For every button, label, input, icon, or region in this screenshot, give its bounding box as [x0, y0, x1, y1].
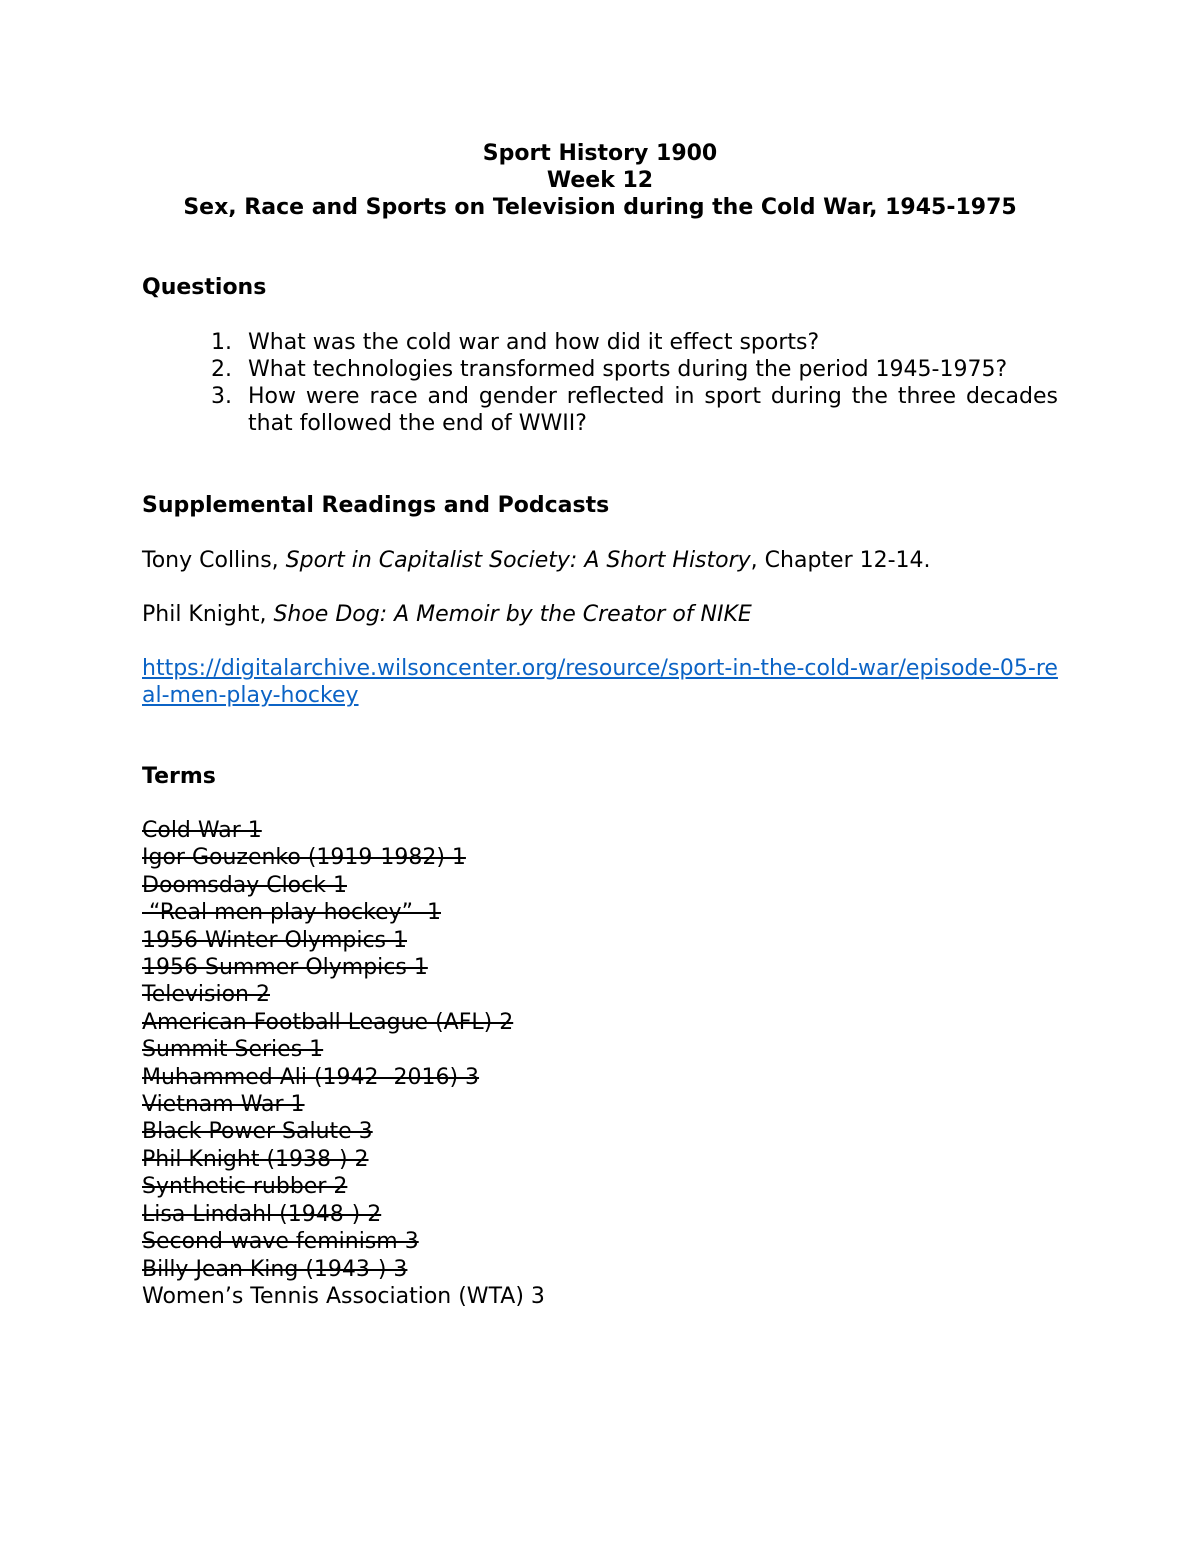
term-item: 1956 Winter Olympics 1 — [142, 927, 408, 953]
podcast-link[interactable]: https://digitalarchive.wilsoncenter.org/resource/sport-in-the-cold-war/episode-05-real-men-play-hockey — [142, 656, 1058, 708]
title-block — [142, 140, 1058, 221]
week-label: Week 12 — [546, 168, 654, 193]
term-item: 1956 Summer Olympics 1 — [142, 955, 428, 981]
question-number: 1. — [211, 330, 232, 355]
reading-title: Shoe Dog: A Memoir by the Creator of NIKE — [273, 602, 752, 627]
reading-author: Phil Knight, — [142, 602, 274, 627]
terms-list — [142, 817, 1058, 1310]
term-item: Women’s Tennis Association (WTA) 3 — [142, 1283, 545, 1309]
term-item: Doomsday Clock 1 — [142, 872, 347, 898]
question-number: 3. — [211, 384, 232, 409]
question-item — [142, 329, 1058, 356]
reading-title: Sport in Capitalist Society: A Short History — [285, 548, 751, 573]
reading-suffix: , Chapter 12-14. — [750, 548, 931, 573]
question-text: What technologies transformed sports during the period 1945-1975? — [248, 357, 1008, 382]
question-text: What was the cold war and how did it effect sports? — [248, 330, 820, 355]
term-item: Billy Jean King (1943-) 3 — [142, 1256, 408, 1282]
term-item: Summit Series 1 — [142, 1037, 324, 1063]
term-item: Cold War 1 — [142, 818, 262, 843]
terms-heading: Terms — [142, 764, 216, 789]
question-item — [142, 356, 1058, 383]
reading-author: Tony Collins, — [142, 548, 286, 573]
topic-title: Sex, Race and Sports on Television during the Cold War, 1945-1975 — [183, 195, 1017, 220]
document-page — [142, 140, 1058, 1310]
questions-list — [142, 329, 1058, 437]
term-item: Synthetic rubber 2 — [142, 1174, 348, 1200]
term-item: Phil Knight (1938-) 2 — [142, 1146, 369, 1172]
question-item — [142, 383, 1058, 437]
term-item: Television 2 — [142, 982, 270, 1008]
question-text: How were race and gender reflected in sport during the three decades that followed the end of WWII? — [248, 384, 1058, 436]
course-title: Sport History 1900 — [482, 141, 718, 166]
term-item: Igor Gouzenko (1919-1982) 1 — [142, 845, 466, 871]
readings-heading: Supplemental Readings and Podcasts — [142, 493, 610, 518]
reading-item — [142, 547, 1058, 575]
question-number: 2. — [211, 357, 232, 382]
term-item: Muhammed Ali (1942- 2016) 3 — [142, 1064, 480, 1090]
term-item: Black Power Salute 3 — [142, 1119, 373, 1145]
term-item: Vietnam War 1 — [142, 1092, 305, 1118]
questions-heading: Questions — [142, 275, 267, 300]
term-item: American Football League (AFL) 2 — [142, 1009, 514, 1035]
term-item: Second-wave feminism 3 — [142, 1229, 419, 1255]
term-item: Lisa Lindahl (1948-) 2 — [142, 1201, 382, 1227]
term-item: “Real men play hockey” 1 — [142, 900, 441, 926]
reading-item — [142, 601, 1058, 629]
